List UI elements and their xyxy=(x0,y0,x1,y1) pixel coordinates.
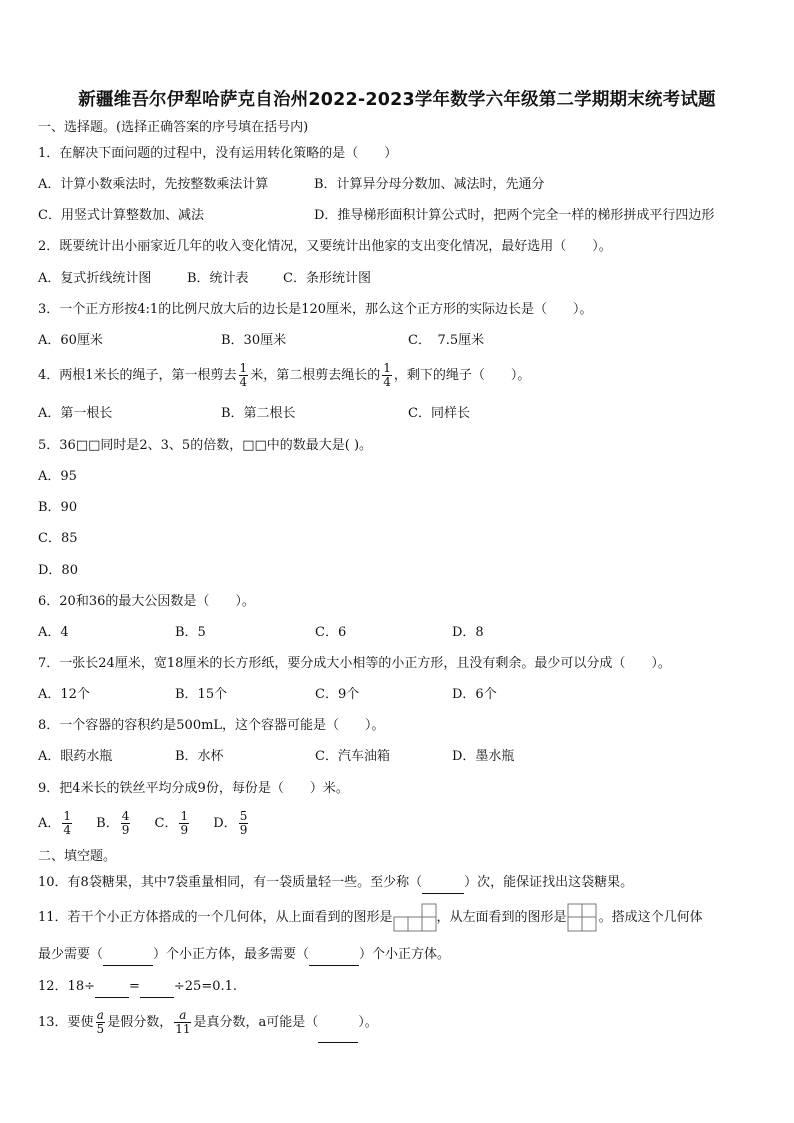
answer-blank[interactable] xyxy=(422,873,464,894)
fraction-option-b xyxy=(121,810,131,837)
question-1-options-row2 xyxy=(38,206,764,226)
option-b[interactable]: B．计算异分母分数加、减法时，先通分 xyxy=(314,177,545,192)
left-view-figure-icon xyxy=(567,903,599,933)
option-a[interactable]: A．95 xyxy=(38,469,77,484)
question-13-text-part1: 13．要使 xyxy=(38,1015,94,1030)
option-d[interactable] xyxy=(213,809,250,837)
answer-blank-1[interactable] xyxy=(95,977,129,998)
option-b[interactable]: B．90 xyxy=(38,500,78,515)
question-13-text-part4: ）。 xyxy=(358,1015,378,1030)
option-a[interactable]: A．眼药水瓶 xyxy=(38,749,113,764)
fraction-denominator: 4 xyxy=(383,375,391,389)
option-c[interactable]: C．9个 xyxy=(315,687,360,702)
option-b[interactable] xyxy=(96,809,132,837)
question-11-line1 xyxy=(38,901,764,935)
fraction-denominator: 4 xyxy=(239,375,248,389)
fraction-numerator: 1 xyxy=(63,809,72,823)
question-13-text-part3: 是真分数，a可能是（ xyxy=(193,1015,319,1030)
answer-blank-min[interactable] xyxy=(103,945,153,966)
option-a[interactable]: A．4 xyxy=(38,625,69,640)
question-10-text-part2: ）次，能保证找出这袋糖果。 xyxy=(464,875,634,890)
option-a[interactable]: A．复式折线统计图 xyxy=(38,271,152,286)
option-c[interactable]: C．条形统计图 xyxy=(283,271,371,286)
question-9-options xyxy=(38,806,764,842)
answer-blank[interactable] xyxy=(318,1004,358,1043)
fraction-denominator: 9 xyxy=(121,823,130,837)
option-a[interactable] xyxy=(38,809,74,837)
question-7-options xyxy=(38,685,764,705)
fraction-a-over-5 xyxy=(96,1009,106,1036)
fraction-option-a xyxy=(62,810,72,837)
option-a[interactable]: A．计算小数乘法时，先按整数乘法计算 xyxy=(38,177,269,192)
question-9-stem: 9．把4米长的铁丝平均分成9份，每份是（ ）米。 xyxy=(38,781,349,796)
option-label: A． xyxy=(38,816,61,831)
option-a[interactable]: A．60厘米 xyxy=(38,333,103,348)
question-2-options xyxy=(38,269,764,289)
fraction-numerator: 1 xyxy=(180,809,189,823)
option-d[interactable]: D．80 xyxy=(38,563,78,578)
option-c[interactable] xyxy=(154,809,192,837)
answer-blank-2[interactable] xyxy=(140,977,174,998)
fraction-numerator: 1 xyxy=(239,361,248,375)
question-4-stem xyxy=(38,357,764,395)
option-d[interactable]: D．推导梯形面积计算公式时，把两个完全一样的梯形拼成平行四边形 xyxy=(314,208,715,223)
option-d[interactable]: D．墨水瓶 xyxy=(452,749,515,764)
question-12-text-part1: 12．18÷ xyxy=(38,979,95,994)
fraction-numerator: a xyxy=(96,1008,104,1022)
question-1-options-row1 xyxy=(38,175,764,195)
fraction-denominator: 11 xyxy=(175,1022,191,1036)
question-7-stem: 7．一张长24厘米，宽18厘米的长方形纸，要分成大小相等的小正方形，且没有剩余。最少可以分成（ ）。 xyxy=(38,656,671,671)
option-a[interactable]: A．12个 xyxy=(38,687,90,702)
question-11-text-part1: 11．若干个小正方体搭成的一个几何体，从上面看到的图形是 xyxy=(38,910,393,925)
question-4-text-part2: 米，第二根剪去绳长的 xyxy=(250,368,381,383)
question-4-text-part3: ，剩下的绳子（ ）。 xyxy=(393,368,531,383)
option-label: B． xyxy=(96,816,119,831)
option-b[interactable]: B．统计表 xyxy=(187,271,249,286)
question-12-text-part2: = xyxy=(128,979,140,994)
fraction-numerator: 1 xyxy=(383,361,391,375)
fraction-one-quarter-length xyxy=(382,362,392,389)
option-c[interactable]: C．85 xyxy=(38,531,78,546)
section-fill-heading: 二、填空题。 xyxy=(38,849,117,864)
question-6-stem: 6．20和36的最大公因数是（ ）。 xyxy=(38,594,255,609)
question-11-text-part5: ）个小正方体，最多需要（ xyxy=(153,947,310,962)
question-11-text-part6: ）个小正方体。 xyxy=(359,947,451,962)
question-8-options xyxy=(38,747,764,767)
option-b[interactable]: B．30厘米 xyxy=(221,333,287,348)
option-b[interactable]: B．水杯 xyxy=(175,749,224,764)
fraction-option-d xyxy=(239,810,249,837)
question-3-stem: 3．一个正方形按4:1的比例尺放大后的边长是120厘米，那么这个正方形的实际边长是（ ）。 xyxy=(38,302,593,317)
option-c[interactable]: C．6 xyxy=(315,625,347,640)
question-13 xyxy=(38,1004,764,1042)
option-label: C． xyxy=(154,816,178,831)
fraction-denominator: 5 xyxy=(96,1022,105,1036)
question-12-text-part3: ÷25=0.1. xyxy=(173,979,238,994)
fraction-denominator: 4 xyxy=(63,823,72,837)
option-a[interactable]: A．第一根长 xyxy=(38,406,113,421)
top-view-figure-icon xyxy=(393,903,437,933)
fraction-numerator: a xyxy=(174,1009,191,1023)
question-11-text-part4: 最少需要（ xyxy=(38,947,104,962)
option-c[interactable]: C．同样长 xyxy=(408,406,470,421)
option-c[interactable]: C． 7.5厘米 xyxy=(408,333,485,348)
option-c[interactable]: C．汽车油箱 xyxy=(315,749,390,764)
question-4-options xyxy=(38,404,764,424)
section-choice-heading: 一、选择题。(选择正确答案的序号填在括号内) xyxy=(38,120,309,135)
question-5-stem: 5．36□□同时是2、3、5的倍数，□□中的数最大是( )。 xyxy=(38,438,373,453)
question-1-stem: 1．在解决下面问题的过程中，没有运用转化策略的是（ ） xyxy=(38,146,398,161)
question-4-text-part1: 4．两根1米长的绳子，第一根剪去 xyxy=(38,368,237,383)
question-11-text-part3: 。搭成这个几何体 xyxy=(598,910,703,925)
fraction-a-over-11 xyxy=(174,1009,191,1036)
option-b[interactable]: B．第二根长 xyxy=(221,406,296,421)
option-c[interactable]: C．用竖式计算整数加、减法 xyxy=(38,208,204,223)
fraction-one-quarter-meter xyxy=(239,362,249,389)
option-d[interactable]: D．6个 xyxy=(452,687,497,702)
fraction-denominator: 9 xyxy=(239,823,248,837)
fraction-denominator: 9 xyxy=(180,823,189,837)
question-10 xyxy=(38,873,764,894)
question-10-text-part1: 10．有8袋糖果，其中7袋重量相同，有一袋质量轻一些。至少称（ xyxy=(38,875,423,890)
option-d[interactable]: D．8 xyxy=(452,625,484,640)
fraction-numerator: 5 xyxy=(239,809,248,823)
answer-blank-max[interactable] xyxy=(309,945,359,966)
question-2-stem: 2．既要统计出小丽家近几年的收入变化情况，又要统计出他家的支出变化情况，最好选用（ ）。 xyxy=(38,239,612,254)
fraction-option-c xyxy=(179,810,189,837)
question-13-text-part2: 是假分数， xyxy=(107,1015,173,1030)
question-12 xyxy=(38,977,764,998)
option-b[interactable]: B．15个 xyxy=(175,687,228,702)
question-3-options xyxy=(38,331,764,351)
option-label: D． xyxy=(213,816,237,831)
fraction-numerator: 4 xyxy=(121,809,130,823)
question-6-options xyxy=(38,623,764,643)
option-b[interactable]: B．5 xyxy=(175,625,206,640)
question-11-line2 xyxy=(38,945,764,966)
page-title: 新疆维吾尔伊犁哈萨克自治州2022-2023学年数学六年级第二学期期末统考试题 xyxy=(78,90,716,110)
question-11-text-part2: ，从左面看到的图形是 xyxy=(436,910,567,925)
question-8-stem: 8．一个容器的容积约是500mL，这个容器可能是（ ）。 xyxy=(38,718,385,733)
